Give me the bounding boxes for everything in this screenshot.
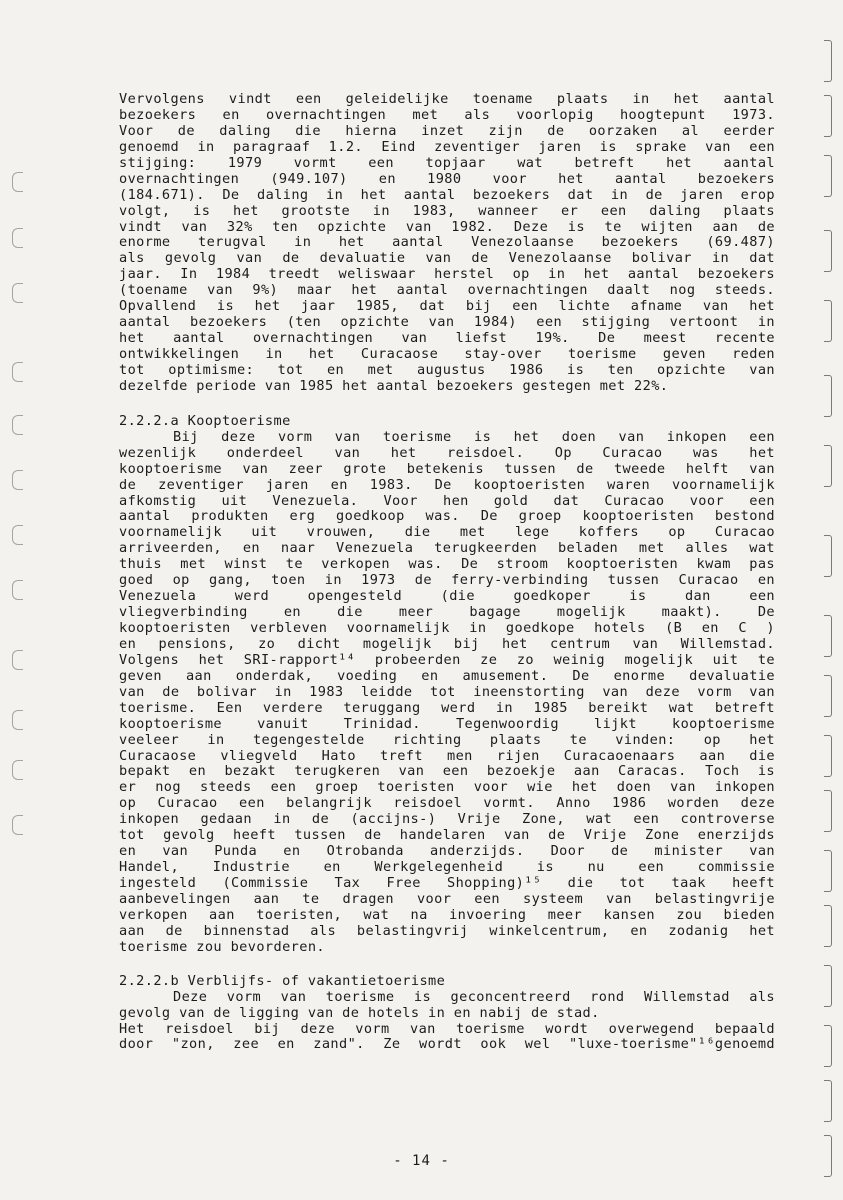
binding-hole — [12, 415, 23, 435]
text-line: en van Punda en Otrobanda anderzijds. Door de minister van — [119, 843, 775, 860]
text-line: (toename van 9%) maar het aantal overnachtingen daalt nog steeds. — [119, 282, 775, 299]
text-line: kooptoerisme van zeer grote betekenis tussen de tweede helft van — [119, 460, 775, 477]
text-line: Vervolgens vindt een geleidelijke toename plaats in het aantal — [119, 91, 775, 107]
binding-hole — [12, 470, 23, 490]
binder-ring — [824, 905, 832, 947]
binder-ring — [824, 1080, 832, 1122]
text-line: tot optimisme: tot en met augustus 1986 is ten opzichte van — [119, 361, 775, 378]
text-line: toerisme. Een verdere teruggang werd in 1985 bereikt wat betreft — [119, 699, 775, 716]
text-line: verkopen aan toeristen, wat na invoering meer kansen zou bieden — [119, 906, 775, 923]
text-line: Het reisdoel bij deze vorm van toerisme wordt overwegend bepaald — [119, 1020, 775, 1037]
text-line: vindt van 32% ten opzichte van 1982. Deze is te wijten aan de — [119, 218, 775, 235]
text-line: dezelfde periode van 1985 het aantal bezoekers gestegen met 22%. — [119, 377, 669, 394]
section-heading: 2.2.2.b Verblijfs- of vakantietoerisme — [119, 972, 446, 989]
text-line: wezenlijk onderdeel van het reisdoel. Op Curacao was het — [119, 444, 775, 461]
binding-hole — [12, 760, 23, 780]
text-line: door "zon, zee en zand". Ze wordt ook wel "luxe-toerisme"¹⁶genoemd — [119, 1036, 775, 1053]
binding-hole — [12, 525, 23, 545]
text-line: Bij deze vorm van toerisme is het doen van inkopen een — [173, 428, 775, 445]
text-line: op Curacao een belangrijk reisdoel vormt. Anno 1986 worden deze — [119, 795, 775, 812]
text-line: Handel, Industrie en Werkgelegenheid is nu een commissie — [119, 859, 775, 876]
text-line: Volgens het SRI-rapport¹⁴ probeerden ze zo weinig mogelijk uit te — [119, 651, 775, 668]
binding-hole — [12, 580, 23, 600]
text-line: geven aan onderdak, voeding en amusement. De enorme devaluatie — [119, 667, 775, 684]
binding-hole — [12, 362, 23, 382]
text-line: Deze vorm van toerisme is geconcentreerd rond Willemstad als — [173, 988, 775, 1005]
binder-ring — [824, 1025, 832, 1067]
text-line: (184.671). De daling in het aantal bezoekers dat in de jaren erop — [119, 186, 775, 203]
text-line: bepakt en bezakt terugkeren van een bezoekje aan Caracas. Toch is — [119, 763, 775, 780]
text-line: ontwikkelingen in het Curacaose stay-over toerisme geven reden — [119, 346, 775, 362]
text-line: volgt, is het grootste in 1983, wanneer er een daling plaats — [119, 202, 775, 219]
text-line: aan de binnenstad als belastingvrij winkelcentrum, en zodanig het — [119, 922, 775, 939]
text-line: enorme terugval in het aantal Venezolaanse bezoekers (69.487) — [119, 234, 775, 251]
section-heading: 2.2.2.a Kooptoerisme — [119, 412, 291, 429]
binder-ring — [824, 735, 832, 777]
text-line: er nog steeds een groep toeristen voor wie het doen van inkopen — [119, 779, 775, 796]
binder-ring — [824, 375, 832, 417]
text-line: Curacaose vliegveld Hato treft men rijen Curacaoenaars aan die — [119, 747, 775, 764]
text-line: aantal bezoekers (ten opzichte van 1984) een stijging vertoont in — [119, 314, 775, 331]
text-line: bezoekers en overnachtingen met als voorlopig hoogtepunt 1973. — [119, 106, 775, 123]
binder-ring — [824, 535, 832, 577]
binder-ring — [824, 300, 832, 342]
text-line: gevolg van de ligging van de hotels in en nabij de stad. — [119, 1004, 600, 1021]
binder-ring — [824, 40, 832, 82]
text-line: van de bolivar in 1983 leidde tot ineenstorting van deze vorm van — [119, 683, 775, 700]
text-line: als gevolg van de devaluatie van de Venezolaanse bolivar in dat — [119, 250, 775, 267]
text-line: Voor de daling die hierna inzet zijn de oorzaken al eerder — [119, 122, 775, 139]
text-line: inkopen gedaan in de (accijns-) Vrije Zone, wat een controverse — [119, 811, 775, 828]
text-line: vliegverbinding en die meer bagage mogelijk maakt). De — [119, 604, 775, 621]
text-line: de zeventiger jaren en 1983. De kooptoeristen waren voornamelijk — [119, 476, 775, 493]
binding-hole — [12, 650, 23, 670]
binder-ring — [824, 850, 832, 892]
text-line: arriveerden, en naar Venezuela terugkeerden beladen met alles wat — [119, 540, 775, 557]
text-column — [119, 92, 775, 1053]
binding-hole — [12, 710, 23, 730]
text-line: aantal produkten erg goedkoop was. De groep kooptoeristen bestond — [119, 508, 775, 525]
binder-ring — [824, 445, 832, 487]
text-line: aanbevelingen aan te dragen voor een systeem van belastingvrije — [119, 890, 775, 907]
page-number: - 14 - — [393, 1153, 450, 1169]
text-line: tot gevolg heeft tussen de handelaren van de Vrije Zone enerzijds — [119, 827, 775, 844]
binder-ring — [824, 675, 832, 717]
text-line: genoemd in paragraaf 1.2. Eind zeventiger jaren is sprake van een — [119, 138, 775, 155]
binding-hole — [12, 228, 23, 248]
text-line: goed op gang, toen in 1973 de ferry-verbinding tussen Curacao en — [119, 572, 775, 589]
text-line: overnachtingen (949.107) en 1980 voor het aantal bezoekers — [119, 170, 775, 187]
binding-hole — [12, 172, 23, 192]
text-line: thuis met winst te verkopen was. De stroom kooptoeristen kwam pas — [119, 556, 775, 573]
binding-hole — [12, 283, 23, 303]
text-line: ingesteld (Commissie Tax Free Shopping)¹⁵ die tot taak heeft — [119, 875, 775, 891]
binder-ring — [824, 790, 832, 832]
text-line: Venezuela werd opengesteld (die goedkoper is dan een — [119, 588, 775, 605]
section-kooptoerisme — [119, 414, 775, 956]
text-line: voornamelijk uit vrouwen, die met lege koffers op Curacao — [119, 524, 775, 541]
text-line: en pensions, zo dicht mogelijk bij het centrum van Willemstad. — [119, 635, 775, 652]
paragraph-stay-over — [119, 92, 775, 395]
text-line: Opvallend is het jaar 1985, dat bij een lichte afname van het — [119, 298, 775, 315]
text-line: kooptoeristen verbleven voornamelijk in goedkope hotels (B en C ) — [119, 620, 775, 636]
section-verblijfstoerisme — [119, 974, 775, 1054]
text-line: stijging: 1979 vormt een topjaar wat betreft het aantal — [119, 154, 775, 171]
binder-ring — [824, 230, 832, 272]
paragraph-gap — [119, 956, 775, 974]
paragraph-gap — [119, 395, 775, 414]
binding-hole — [12, 815, 23, 835]
binder-ring — [824, 965, 832, 1007]
binder-ring — [824, 95, 832, 137]
binder-ring — [824, 155, 832, 197]
text-line: veeleer in tegengestelde richting plaats te vinden: op het — [119, 731, 775, 748]
binder-ring — [824, 615, 832, 657]
text-line: afkomstig uit Venezuela. Voor hen gold dat Curacao voor een — [119, 492, 775, 509]
text-line: kooptoerisme vanuit Trinidad. Tegenwoordig lijkt kooptoerisme — [119, 715, 775, 732]
text-line: toerisme zou bevorderen. — [119, 938, 326, 955]
text-line: het aantal overnachtingen van liefst 19%. De meest recente — [119, 330, 775, 347]
text-line: jaar. In 1984 treedt weliswaar herstel op in het aantal bezoekers — [119, 266, 775, 283]
